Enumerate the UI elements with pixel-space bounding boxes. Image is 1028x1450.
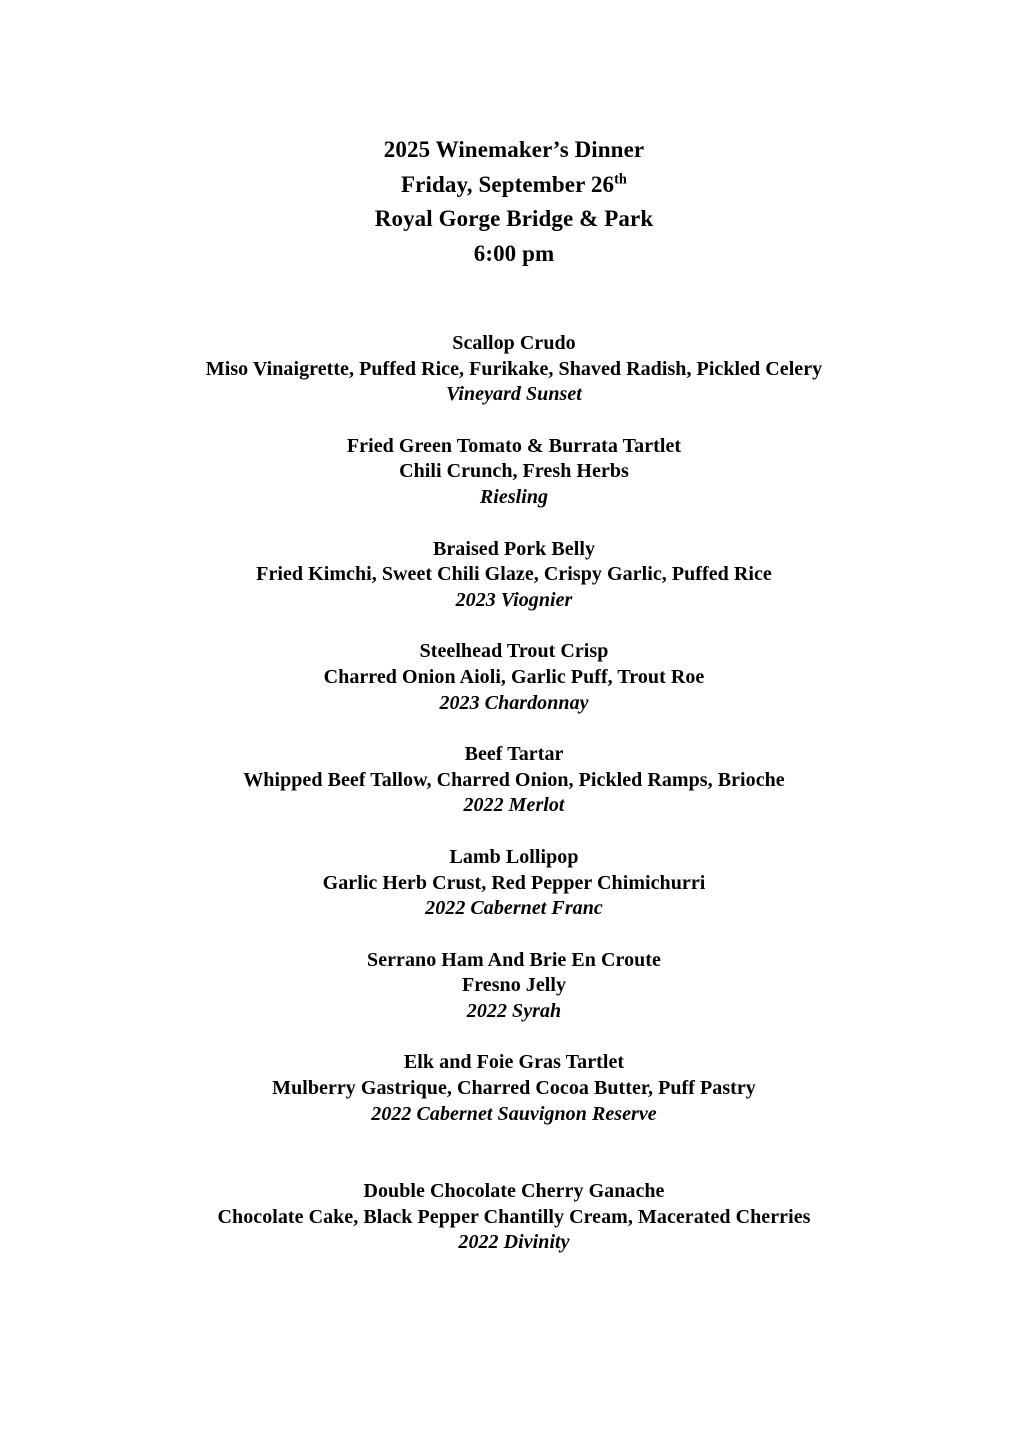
course-wine-pairing: 2022 Divinity [458,1231,570,1254]
course-description: Chili Crunch, Fresh Herbs [399,460,629,483]
course-name: Lamb Lollipop [449,845,579,868]
event-time: 6:00 pm [473,240,555,266]
course-description: Mulberry Gastrique, Charred Cocoa Butter, Puff Pastry [272,1077,756,1100]
course-item [0,639,1028,716]
course-name: Beef Tartar [464,743,564,766]
course-item [0,537,1028,614]
course-description: Miso Vinaigrette, Puffed Rice, Furikake, Shaved Radish, Pickled Celery [205,357,823,380]
course-name: Serrano Ham And Brie En Croute [367,948,661,971]
dessert-course-item [0,1179,1028,1256]
course-wine-pairing: Riesling [479,485,549,508]
course-name: Elk and Foie Gras Tartlet [403,1051,625,1074]
course-wine-pairing: 2022 Cabernet Franc [425,897,603,920]
course-name: Fried Green Tomato & Burrata Tartlet [346,434,682,457]
event-date-text: Friday, September 26 [401,171,615,197]
course-name: Double Chocolate Cherry Ganache [363,1180,665,1203]
event-date-ordinal-suffix: th [614,170,627,187]
course-description: Fresno Jelly [461,974,567,997]
course-item [0,845,1028,922]
course-wine-pairing: 2022 Syrah [466,999,562,1022]
course-wine-pairing: 2022 Cabernet Sauvignon Reserve [371,1102,657,1125]
course-name: Braised Pork Belly [432,537,595,560]
course-description: Garlic Herb Crust, Red Pepper Chimichurri [322,871,706,894]
course-wine-pairing: Vineyard Sunset [446,383,582,406]
course-wine-pairing: 2022 Merlot [463,794,565,817]
menu-header [0,133,1028,271]
course-item [0,331,1028,408]
course-item [0,742,1028,819]
course-wine-pairing: 2023 Viognier [455,588,573,611]
course-description: Chocolate Cake, Black Pepper Chantilly Cream, Macerated Cherries [217,1205,811,1228]
event-date [0,168,1028,203]
course-item [0,948,1028,1025]
course-list [0,271,1028,1256]
course-description: Charred Onion Aioli, Garlic Puff, Trout Roe [323,665,705,688]
event-venue: Royal Gorge Bridge & Park [374,206,654,231]
course-item [0,1050,1028,1127]
course-description: Whipped Beef Tallow, Charred Onion, Pickled Ramps, Brioche [243,768,785,791]
event-title: 2025 Winemaker’s Dinner [383,137,645,162]
course-item [0,434,1028,511]
course-name: Steelhead Trout Crisp [419,640,609,663]
course-wine-pairing: 2023 Chardonnay [439,691,589,714]
course-name: Scallop Crudo [452,332,576,354]
course-description: Fried Kimchi, Sweet Chili Glaze, Crispy Garlic, Puffed Rice [256,563,772,586]
